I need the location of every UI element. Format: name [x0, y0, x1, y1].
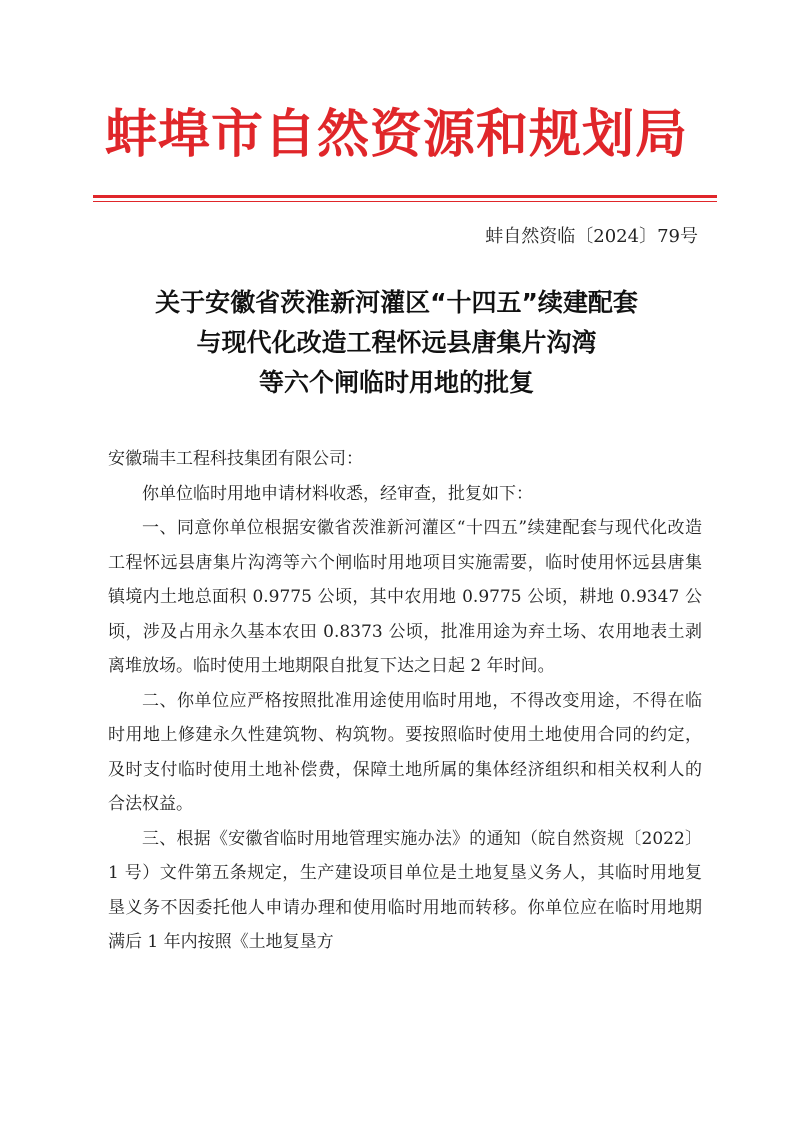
paragraph-item-1: 一、同意你单位根据安徽省茨淮新河灌区“十四五”续建配套与现代化改造工程怀远县唐集片沟湾等六个闸临时用地项目实施需要，临时使用怀远县唐集镇境内土地总面积 0.9775 公顷，其中农用地 0.9775 公顷，耕地 0.9347 公顷，涉及占用永久基本农田 0.8373 公顷，批准用途为弃土场、农用地表土剥离堆放场。临时使用土地期限自批复下达之日起 2 年时间。 — [108, 518, 702, 676]
document-body — [108, 442, 702, 960]
paragraph-item-3: 三、根据《安徽省临时用地管理实施办法》的通知（皖自然资规〔2022〕1 号）文件第五条规定，生产建设项目单位是土地复垦义务人，其临时用地复垦义务不因委托他人申请办理和使用临时用地而转移。你单位应在临时用地期满后 1 年内按照《土地复垦方 — [108, 828, 702, 952]
document-title — [0, 283, 793, 403]
salutation: 安徽瑞丰工程科技集团有限公司： — [108, 449, 363, 469]
issuer-masthead: 蚌埠市自然资源和规划局 — [104, 104, 688, 165]
title-line-3: 等六个闸临时用地的批复 — [258, 368, 534, 397]
title-line-1: 关于安徽省茨淮新河灌区“十四五”续建配套 — [155, 288, 638, 317]
document-number: 蚌自然资临〔2024〕79号 — [485, 226, 698, 247]
paragraph-item-2: 二、你单位应严格按照批准用途使用临时用地，不得改变用途，不得在临时用地上修建永久性建筑物、构筑物。要按照临时使用土地使用合同的约定，及时支付临时使用土地补偿费，保障土地所属的集体经济组织和相关权利人的合法权益。 — [108, 690, 702, 814]
title-line-2: 与现代化改造工程怀远县唐集片沟湾 — [196, 328, 597, 357]
masthead-red-rule-thin — [93, 201, 717, 202]
paragraph-intro: 你单位临时用地申请材料收悉，经审查，批复如下： — [142, 483, 533, 504]
masthead-red-rule-thick — [93, 195, 717, 198]
